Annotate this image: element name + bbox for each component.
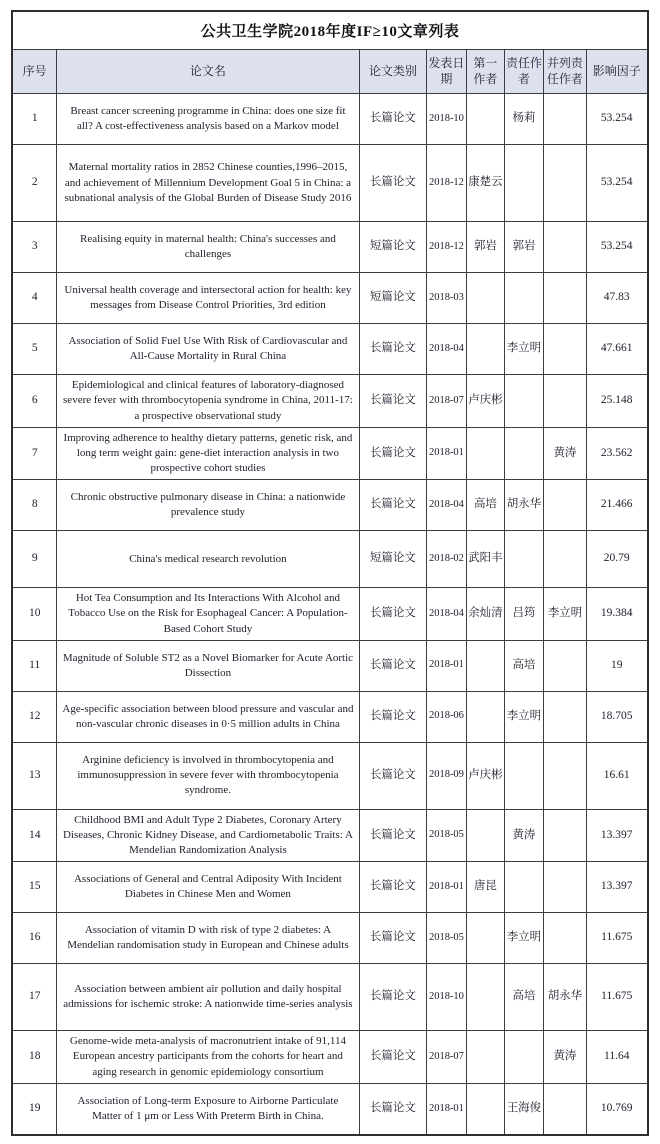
cell-co-corresponding-author xyxy=(543,145,586,222)
cell-co-corresponding-author: 黄涛 xyxy=(543,427,586,480)
cell-paper-title: Association of Solid Fuel Use With Risk of Cardiovascular and All-Cause Mortality in Rural China xyxy=(56,324,359,375)
cell-index: 1 xyxy=(12,94,56,145)
cell-corresponding-author: 李立明 xyxy=(504,324,543,375)
cell-corresponding-author: 杨莉 xyxy=(504,94,543,145)
cell-first-author xyxy=(466,640,504,691)
cell-index: 12 xyxy=(12,691,56,742)
cell-category: 长篇论文 xyxy=(359,691,426,742)
table-row xyxy=(12,742,647,809)
cell-corresponding-author xyxy=(504,1031,543,1084)
cell-co-corresponding-author xyxy=(543,222,586,273)
cell-index: 15 xyxy=(12,862,56,913)
table-row xyxy=(12,809,647,862)
cell-publish-date: 2018-03 xyxy=(426,273,466,324)
cell-index: 3 xyxy=(12,222,56,273)
cell-index: 8 xyxy=(12,480,56,531)
cell-corresponding-author xyxy=(504,273,543,324)
cell-first-author xyxy=(466,913,504,964)
cell-paper-title: Childhood BMI and Adult Type 2 Diabetes, Coronary Artery Diseases, Chronic Kidney Disease, and Cardiometabolic Traits: A Mendelian Randomization Analysis xyxy=(56,809,359,862)
cell-co-corresponding-author xyxy=(543,480,586,531)
table-row xyxy=(12,862,647,913)
cell-co-corresponding-author: 胡永华 xyxy=(543,964,586,1031)
cell-first-author xyxy=(466,964,504,1031)
cell-publish-date: 2018-05 xyxy=(426,809,466,862)
cell-impact-factor: 19 xyxy=(586,640,647,691)
cell-paper-title: Association of Long-term Exposure to Airborne Particulate Matter of 1 μm or Less With Preterm Birth in China. xyxy=(56,1083,359,1135)
table-row xyxy=(12,273,647,324)
cell-category: 长篇论文 xyxy=(359,588,426,641)
cell-category: 长篇论文 xyxy=(359,324,426,375)
cell-index: 16 xyxy=(12,913,56,964)
cell-co-corresponding-author xyxy=(543,691,586,742)
cell-co-corresponding-author xyxy=(543,324,586,375)
cell-first-author: 卢庆彬 xyxy=(466,742,504,809)
cell-index: 4 xyxy=(12,273,56,324)
cell-co-corresponding-author xyxy=(543,94,586,145)
cell-impact-factor: 53.254 xyxy=(586,222,647,273)
cell-first-author: 唐昆 xyxy=(466,862,504,913)
cell-publish-date: 2018-01 xyxy=(426,862,466,913)
cell-co-corresponding-author xyxy=(543,862,586,913)
cell-impact-factor: 11.675 xyxy=(586,964,647,1031)
cell-publish-date: 2018-12 xyxy=(426,145,466,222)
cell-impact-factor: 10.769 xyxy=(586,1083,647,1135)
cell-corresponding-author: 吕筠 xyxy=(504,588,543,641)
cell-paper-title: Genome-wide meta-analysis of macronutrient intake of 91,114 European ancestry participants from the cohorts for heart and aging research in genomic epidemiology consortium xyxy=(56,1031,359,1084)
col-header-first-author: 第一作者 xyxy=(466,50,504,94)
cell-index: 13 xyxy=(12,742,56,809)
cell-impact-factor: 13.397 xyxy=(586,862,647,913)
cell-impact-factor: 47.661 xyxy=(586,324,647,375)
cell-impact-factor: 19.384 xyxy=(586,588,647,641)
cell-first-author: 郭岩 xyxy=(466,222,504,273)
table-row xyxy=(12,913,647,964)
cell-category: 长篇论文 xyxy=(359,375,426,428)
cell-publish-date: 2018-01 xyxy=(426,1083,466,1135)
cell-corresponding-author: 高培 xyxy=(504,964,543,1031)
cell-paper-title: Association between ambient air pollution and daily hospital admissions for ischemic stroke: A nationwide time-series analysis xyxy=(56,964,359,1031)
table-row xyxy=(12,1083,647,1135)
cell-category: 长篇论文 xyxy=(359,427,426,480)
cell-category: 长篇论文 xyxy=(359,94,426,145)
cell-corresponding-author: 黄涛 xyxy=(504,809,543,862)
cell-paper-title: Improving adherence to healthy dietary patterns, genetic risk, and long term weight gain: gene-diet interaction analysis in two prospective cohort studies xyxy=(56,427,359,480)
cell-first-author: 康楚云 xyxy=(466,145,504,222)
cell-impact-factor: 25.148 xyxy=(586,375,647,428)
cell-corresponding-author xyxy=(504,742,543,809)
cell-first-author xyxy=(466,94,504,145)
cell-first-author: 余灿清 xyxy=(466,588,504,641)
cell-co-corresponding-author: 李立明 xyxy=(543,588,586,641)
cell-co-corresponding-author xyxy=(543,742,586,809)
cell-corresponding-author xyxy=(504,375,543,428)
cell-impact-factor: 53.254 xyxy=(586,145,647,222)
table-row xyxy=(12,691,647,742)
cell-impact-factor: 16.61 xyxy=(586,742,647,809)
cell-co-corresponding-author xyxy=(543,273,586,324)
cell-category: 长篇论文 xyxy=(359,913,426,964)
cell-paper-title: Association of vitamin D with risk of type 2 diabetes: A Mendelian randomisation study in European and Chinese adults xyxy=(56,913,359,964)
cell-corresponding-author: 李立明 xyxy=(504,913,543,964)
cell-first-author xyxy=(466,273,504,324)
cell-publish-date: 2018-02 xyxy=(426,531,466,588)
cell-corresponding-author: 胡永华 xyxy=(504,480,543,531)
col-header-category: 论文类别 xyxy=(359,50,426,94)
cell-corresponding-author: 郭岩 xyxy=(504,222,543,273)
col-header-paper-title: 论文名 xyxy=(56,50,359,94)
cell-co-corresponding-author xyxy=(543,531,586,588)
cell-first-author xyxy=(466,1031,504,1084)
cell-publish-date: 2018-04 xyxy=(426,588,466,641)
cell-category: 长篇论文 xyxy=(359,742,426,809)
cell-publish-date: 2018-07 xyxy=(426,1031,466,1084)
page-title: 公共卫生学院2018年度IF≥10文章列表 xyxy=(12,11,647,50)
cell-paper-title: Realising equity in maternal health: China's successes and challenges xyxy=(56,222,359,273)
cell-publish-date: 2018-10 xyxy=(426,964,466,1031)
cell-first-author xyxy=(466,427,504,480)
table-row xyxy=(12,427,647,480)
cell-co-corresponding-author: 黄涛 xyxy=(543,1031,586,1084)
cell-first-author: 卢庆彬 xyxy=(466,375,504,428)
cell-paper-title: Maternal mortality ratios in 2852 Chinese counties,1996–2015, and achievement of Millennium Development Goal 5 in China: a subnational analysis of the Global Burden of Disease Study 2016 xyxy=(56,145,359,222)
cell-corresponding-author: 高培 xyxy=(504,640,543,691)
table-row xyxy=(12,964,647,1031)
cell-first-author: 武阳丰 xyxy=(466,531,504,588)
cell-impact-factor: 11.64 xyxy=(586,1031,647,1084)
cell-first-author xyxy=(466,1083,504,1135)
cell-impact-factor: 47.83 xyxy=(586,273,647,324)
cell-publish-date: 2018-09 xyxy=(426,742,466,809)
col-header-publish-date: 发表日期 xyxy=(426,50,466,94)
cell-index: 11 xyxy=(12,640,56,691)
table-row xyxy=(12,480,647,531)
cell-category: 长篇论文 xyxy=(359,1083,426,1135)
cell-paper-title: Universal health coverage and intersectoral action for health: key messages from Disease Control Priorities, 3rd edition xyxy=(56,273,359,324)
col-header-index: 序号 xyxy=(12,50,56,94)
cell-paper-title: Epidemiological and clinical features of laboratory-diagnosed severe fever with thrombocytopenia syndrome in China, 2011-17: a prospective observational study xyxy=(56,375,359,428)
cell-index: 17 xyxy=(12,964,56,1031)
table-row xyxy=(12,375,647,428)
table-title-row xyxy=(12,11,647,50)
cell-publish-date: 2018-12 xyxy=(426,222,466,273)
table-header-row xyxy=(12,50,647,94)
cell-impact-factor: 18.705 xyxy=(586,691,647,742)
cell-category: 短篇论文 xyxy=(359,531,426,588)
cell-category: 短篇论文 xyxy=(359,222,426,273)
cell-co-corresponding-author xyxy=(543,375,586,428)
col-header-co-corresponding-author: 并列责任作者 xyxy=(543,50,586,94)
cell-publish-date: 2018-01 xyxy=(426,640,466,691)
col-header-corresponding-author: 责任作者 xyxy=(504,50,543,94)
cell-co-corresponding-author xyxy=(543,809,586,862)
cell-index: 7 xyxy=(12,427,56,480)
table-row xyxy=(12,588,647,641)
cell-paper-title: Magnitude of Soluble ST2 as a Novel Biomarker for Acute Aortic Dissection xyxy=(56,640,359,691)
cell-co-corresponding-author xyxy=(543,913,586,964)
cell-index: 14 xyxy=(12,809,56,862)
cell-publish-date: 2018-07 xyxy=(426,375,466,428)
cell-category: 长篇论文 xyxy=(359,1031,426,1084)
cell-index: 9 xyxy=(12,531,56,588)
cell-category: 长篇论文 xyxy=(359,640,426,691)
table-row xyxy=(12,1031,647,1084)
cell-category: 长篇论文 xyxy=(359,862,426,913)
cell-publish-date: 2018-01 xyxy=(426,427,466,480)
cell-paper-title: Hot Tea Consumption and Its Interactions With Alcohol and Tobacco Use on the Risk for Esophageal Cancer: A Population- Based Cohort Study xyxy=(56,588,359,641)
cell-publish-date: 2018-04 xyxy=(426,324,466,375)
cell-paper-title: Arginine deficiency is involved in thrombocytopenia and immunosuppression in severe fever with thrombocytopenia syndrome. xyxy=(56,742,359,809)
table-row xyxy=(12,222,647,273)
cell-index: 18 xyxy=(12,1031,56,1084)
cell-publish-date: 2018-04 xyxy=(426,480,466,531)
cell-category: 长篇论文 xyxy=(359,964,426,1031)
cell-publish-date: 2018-05 xyxy=(426,913,466,964)
cell-co-corresponding-author xyxy=(543,1083,586,1135)
cell-impact-factor: 23.562 xyxy=(586,427,647,480)
cell-paper-title: Chronic obstructive pulmonary disease in China: a nationwide prevalence study xyxy=(56,480,359,531)
cell-paper-title: Age-specific association between blood pressure and vascular and non-vascular chronic diseases in 0·5 million adults in China xyxy=(56,691,359,742)
cell-impact-factor: 21.466 xyxy=(586,480,647,531)
cell-corresponding-author: 王海俊 xyxy=(504,1083,543,1135)
table-row xyxy=(12,531,647,588)
cell-corresponding-author: 李立明 xyxy=(504,691,543,742)
cell-impact-factor: 53.254 xyxy=(586,94,647,145)
cell-index: 5 xyxy=(12,324,56,375)
cell-category: 长篇论文 xyxy=(359,145,426,222)
cell-publish-date: 2018-10 xyxy=(426,94,466,145)
table-row xyxy=(12,640,647,691)
cell-impact-factor: 11.675 xyxy=(586,913,647,964)
col-header-impact-factor: 影响因子 xyxy=(586,50,647,94)
cell-corresponding-author xyxy=(504,862,543,913)
cell-index: 2 xyxy=(12,145,56,222)
table-row xyxy=(12,145,647,222)
cell-paper-title: China's medical research revolution xyxy=(56,531,359,588)
cell-first-author xyxy=(466,324,504,375)
cell-corresponding-author xyxy=(504,531,543,588)
cell-index: 10 xyxy=(12,588,56,641)
cell-publish-date: 2018-06 xyxy=(426,691,466,742)
cell-corresponding-author xyxy=(504,427,543,480)
cell-paper-title: Breast cancer screening programme in China: does one size fit all? A cost-effectiveness analysis based on a Markov model xyxy=(56,94,359,145)
cell-paper-title: Associations of General and Central Adiposity With Incident Diabetes in Chinese Men and Women xyxy=(56,862,359,913)
table-row xyxy=(12,94,647,145)
cell-category: 长篇论文 xyxy=(359,480,426,531)
cell-index: 19 xyxy=(12,1083,56,1135)
cell-impact-factor: 13.397 xyxy=(586,809,647,862)
cell-first-author xyxy=(466,809,504,862)
cell-impact-factor: 20.79 xyxy=(586,531,647,588)
papers-table xyxy=(11,10,648,1136)
cell-index: 6 xyxy=(12,375,56,428)
cell-co-corresponding-author xyxy=(543,640,586,691)
cell-first-author xyxy=(466,691,504,742)
cell-category: 短篇论文 xyxy=(359,273,426,324)
table-row xyxy=(12,324,647,375)
cell-category: 长篇论文 xyxy=(359,809,426,862)
cell-first-author: 高培 xyxy=(466,480,504,531)
cell-corresponding-author xyxy=(504,145,543,222)
